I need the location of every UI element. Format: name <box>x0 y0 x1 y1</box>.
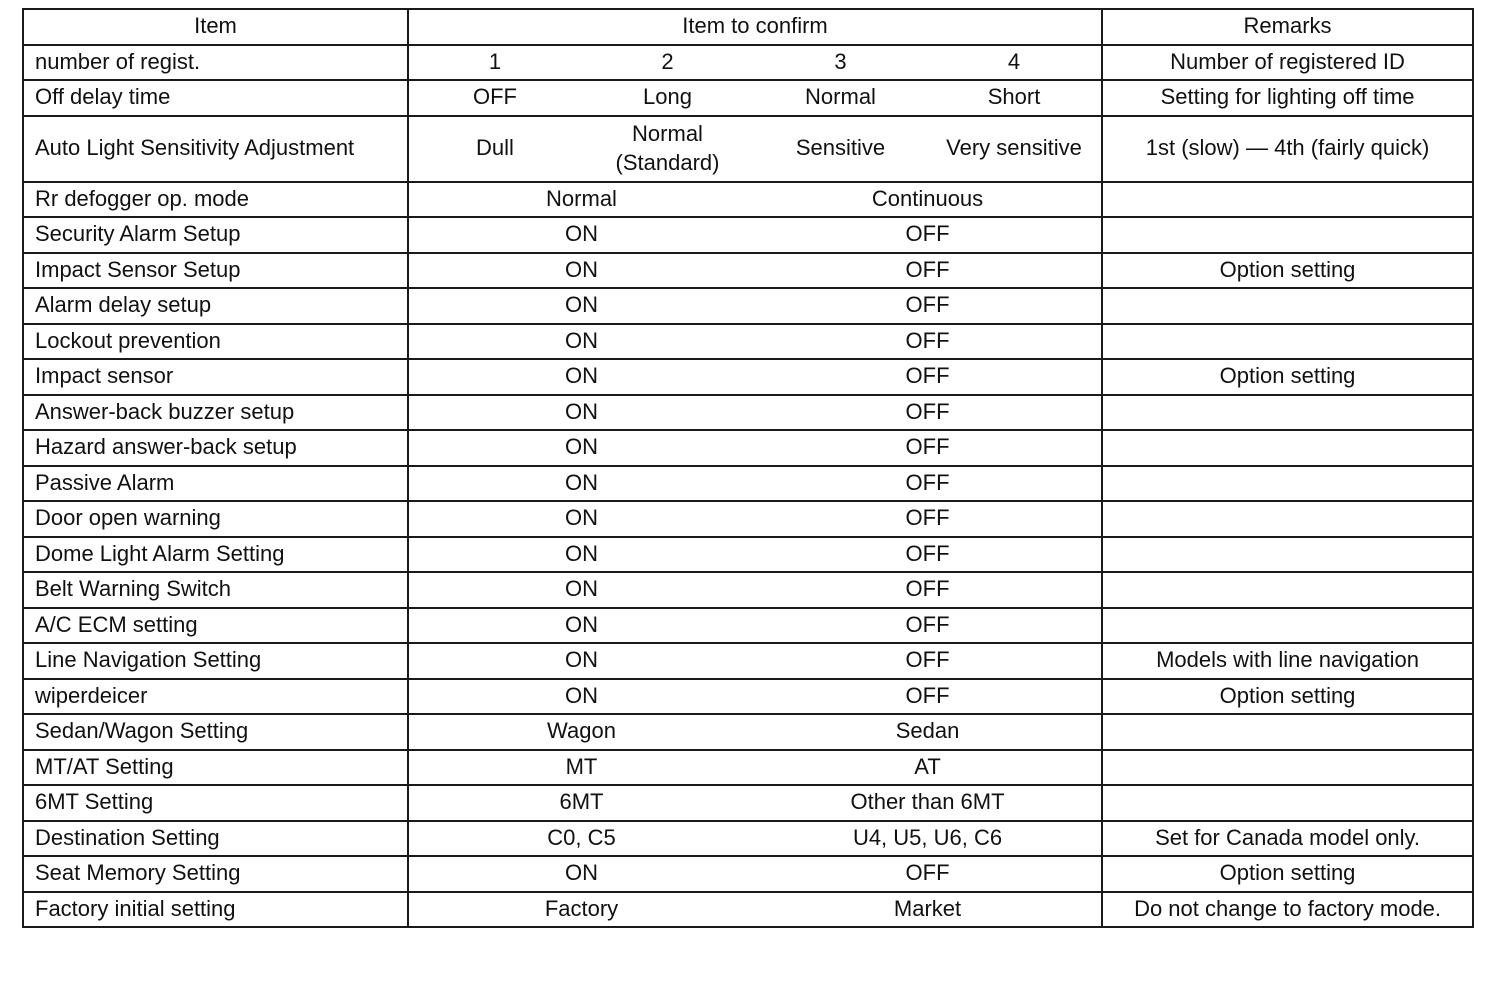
table-row <box>23 324 1473 360</box>
table-row <box>23 821 1473 857</box>
option-2-cell: Sedan <box>754 714 1102 750</box>
value-cell: 1 <box>408 45 581 81</box>
option-2-cell: OFF <box>754 572 1102 608</box>
option-2-cell: OFF <box>754 856 1102 892</box>
table-row <box>23 288 1473 324</box>
header-item-to-confirm: Item to confirm <box>408 9 1102 45</box>
remarks-cell <box>1102 217 1473 253</box>
option-1-cell: ON <box>408 288 754 324</box>
option-2-cell: OFF <box>754 679 1102 715</box>
option-2-cell: OFF <box>754 324 1102 360</box>
option-1-cell: ON <box>408 217 754 253</box>
option-1-cell: ON <box>408 856 754 892</box>
remarks-cell <box>1102 750 1473 786</box>
item-cell: Passive Alarm <box>23 466 408 502</box>
settings-table <box>22 8 1474 928</box>
option-2-cell: U4, U5, U6, C6 <box>754 821 1102 857</box>
option-1-cell: ON <box>408 466 754 502</box>
option-2-cell: OFF <box>754 217 1102 253</box>
remarks-cell <box>1102 395 1473 431</box>
option-2-cell: OFF <box>754 608 1102 644</box>
table-row <box>23 714 1473 750</box>
remarks-cell <box>1102 288 1473 324</box>
remarks-cell <box>1102 608 1473 644</box>
option-2-cell: AT <box>754 750 1102 786</box>
header-row <box>23 9 1473 45</box>
option-1-cell: ON <box>408 395 754 431</box>
item-cell: Seat Memory Setting <box>23 856 408 892</box>
remarks-cell <box>1102 182 1473 218</box>
remarks-cell <box>1102 537 1473 573</box>
item-cell: A/C ECM setting <box>23 608 408 644</box>
option-1-cell: ON <box>408 501 754 537</box>
option-1-cell: ON <box>408 324 754 360</box>
table-row <box>23 501 1473 537</box>
table-row <box>23 750 1473 786</box>
item-cell: Security Alarm Setup <box>23 217 408 253</box>
value-cell: Very sensitive <box>927 116 1102 182</box>
remarks-cell <box>1102 714 1473 750</box>
header-item: Item <box>23 9 408 45</box>
remarks-cell: Option setting <box>1102 856 1473 892</box>
value-cell: Normal <box>754 80 927 116</box>
header-remarks: Remarks <box>1102 9 1473 45</box>
item-cell: Impact Sensor Setup <box>23 253 408 289</box>
value-cell: Sensitive <box>754 116 927 182</box>
remarks-cell: Setting for lighting off time <box>1102 80 1473 116</box>
table-row <box>23 80 1473 116</box>
table-row <box>23 608 1473 644</box>
option-1-cell: Factory <box>408 892 754 928</box>
option-1-cell: ON <box>408 430 754 466</box>
value-cell: 2 <box>581 45 754 81</box>
option-2-cell: Market <box>754 892 1102 928</box>
table-row <box>23 679 1473 715</box>
item-cell: Auto Light Sensitivity Adjustment <box>23 116 408 182</box>
value-cell: OFF <box>408 80 581 116</box>
remarks-cell <box>1102 324 1473 360</box>
item-cell: Factory initial setting <box>23 892 408 928</box>
table-row <box>23 785 1473 821</box>
value-cell: 4 <box>927 45 1102 81</box>
option-1-cell: Normal <box>408 182 754 218</box>
option-1-cell: 6MT <box>408 785 754 821</box>
table-row <box>23 643 1473 679</box>
value-line: (Standard) <box>615 149 720 175</box>
value-cell <box>581 116 754 182</box>
item-cell: Answer-back buzzer setup <box>23 395 408 431</box>
remarks-cell: Option setting <box>1102 253 1473 289</box>
table-row <box>23 572 1473 608</box>
option-1-cell: ON <box>408 679 754 715</box>
item-cell: Hazard answer-back setup <box>23 430 408 466</box>
item-cell: number of regist. <box>23 45 408 81</box>
table-row <box>23 359 1473 395</box>
remarks-cell <box>1102 501 1473 537</box>
remarks-cell: Option setting <box>1102 359 1473 395</box>
table-row <box>23 430 1473 466</box>
item-cell: Destination Setting <box>23 821 408 857</box>
table-row <box>23 892 1473 928</box>
option-2-cell: OFF <box>754 430 1102 466</box>
remarks-cell: 1st (slow) — 4th (fairly quick) <box>1102 116 1473 182</box>
item-cell: wiperdeicer <box>23 679 408 715</box>
remarks-cell: Option setting <box>1102 679 1473 715</box>
table-row <box>23 856 1473 892</box>
option-2-cell: OFF <box>754 537 1102 573</box>
value-line: Normal <box>632 120 703 146</box>
remarks-cell <box>1102 430 1473 466</box>
option-1-cell: ON <box>408 572 754 608</box>
value-cell: Short <box>927 80 1102 116</box>
remarks-cell: Set for Canada model only. <box>1102 821 1473 857</box>
option-2-cell: OFF <box>754 253 1102 289</box>
item-cell: Dome Light Alarm Setting <box>23 537 408 573</box>
option-2-cell: Continuous <box>754 182 1102 218</box>
remarks-cell: Models with line navigation <box>1102 643 1473 679</box>
option-2-cell: OFF <box>754 395 1102 431</box>
table-row <box>23 116 1473 182</box>
table-row <box>23 395 1473 431</box>
remarks-cell <box>1102 785 1473 821</box>
table-row <box>23 253 1473 289</box>
option-1-cell: ON <box>408 359 754 395</box>
settings-table-body <box>23 9 1473 927</box>
item-cell: Rr defogger op. mode <box>23 182 408 218</box>
option-1-cell: ON <box>408 643 754 679</box>
value-cell: 3 <box>754 45 927 81</box>
remarks-cell <box>1102 466 1473 502</box>
option-2-cell: OFF <box>754 501 1102 537</box>
item-cell: Impact sensor <box>23 359 408 395</box>
option-2-cell: OFF <box>754 643 1102 679</box>
option-2-cell: Other than 6MT <box>754 785 1102 821</box>
item-cell: Off delay time <box>23 80 408 116</box>
option-1-cell: MT <box>408 750 754 786</box>
table-row <box>23 466 1473 502</box>
item-cell: Belt Warning Switch <box>23 572 408 608</box>
option-2-cell: OFF <box>754 288 1102 324</box>
option-2-cell: OFF <box>754 466 1102 502</box>
remarks-cell: Do not change to factory mode. <box>1102 892 1473 928</box>
table-row <box>23 537 1473 573</box>
item-cell: Alarm delay setup <box>23 288 408 324</box>
table-row <box>23 217 1473 253</box>
value-cell: Long <box>581 80 754 116</box>
item-cell: Lockout prevention <box>23 324 408 360</box>
value-cell: Dull <box>408 116 581 182</box>
item-cell: Sedan/Wagon Setting <box>23 714 408 750</box>
table-row <box>23 182 1473 218</box>
remarks-cell: Number of registered ID <box>1102 45 1473 81</box>
option-1-cell: Wagon <box>408 714 754 750</box>
option-2-cell: OFF <box>754 359 1102 395</box>
option-1-cell: ON <box>408 537 754 573</box>
option-1-cell: C0, C5 <box>408 821 754 857</box>
item-cell: MT/AT Setting <box>23 750 408 786</box>
item-cell: 6MT Setting <box>23 785 408 821</box>
option-1-cell: ON <box>408 608 754 644</box>
table-row <box>23 45 1473 81</box>
option-1-cell: ON <box>408 253 754 289</box>
item-cell: Door open warning <box>23 501 408 537</box>
item-cell: Line Navigation Setting <box>23 643 408 679</box>
remarks-cell <box>1102 572 1473 608</box>
